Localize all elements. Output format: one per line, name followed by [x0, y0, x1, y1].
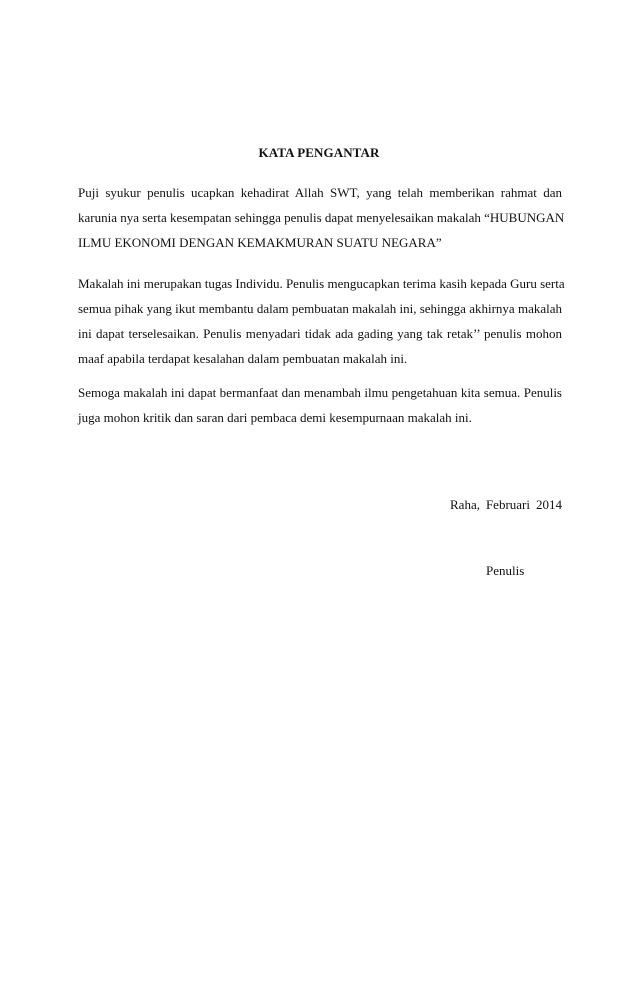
paragraph-line: Makalah ini merupakan tugas Individu. Penulis mengucapkan terima kasih kepada Guru serta [78, 276, 565, 291]
paragraph-thanks [78, 271, 565, 371]
paragraph-line: juga mohon kritik dan saran dari pembaca demi kesempurnaan makalah ini. [78, 410, 472, 425]
paragraph-line: maaf apabila terdapat kesalahan dalam pembuatan makalah ini. [78, 351, 408, 366]
paragraph-closing [78, 380, 562, 430]
paragraph-line: Semoga makalah ini dapat bermanfaat dan menambah ilmu pengetahuan kita semua. Penulis [78, 385, 562, 400]
paragraph-line: ILMU EKONOMI DENGAN KEMAKMURAN SUATU NEGARA” [78, 235, 442, 250]
date-line: Raha, Februari 2014 [450, 497, 562, 512]
paragraph-line: Puji syukur penulis ucapkan kehadirat Allah SWT, yang telah memberikan rahmat dan [78, 185, 562, 200]
author-signature: Penulis [486, 563, 525, 578]
paragraph-opening [78, 180, 565, 255]
page-title: KATA PENGANTAR [258, 145, 380, 160]
paragraph-line: ini dapat terselesaikan. Penulis menyadari tidak ada gading yang tak retak’’ penulis mohon [78, 326, 562, 341]
paragraph-line: semua pihak yang ikut membantu dalam pembuatan makalah ini, sehingga akhirnya makalah [78, 301, 562, 316]
paragraph-line: karunia nya serta kesempatan sehingga penulis dapat menyelesaikan makalah “HUBUNGAN [78, 210, 565, 225]
